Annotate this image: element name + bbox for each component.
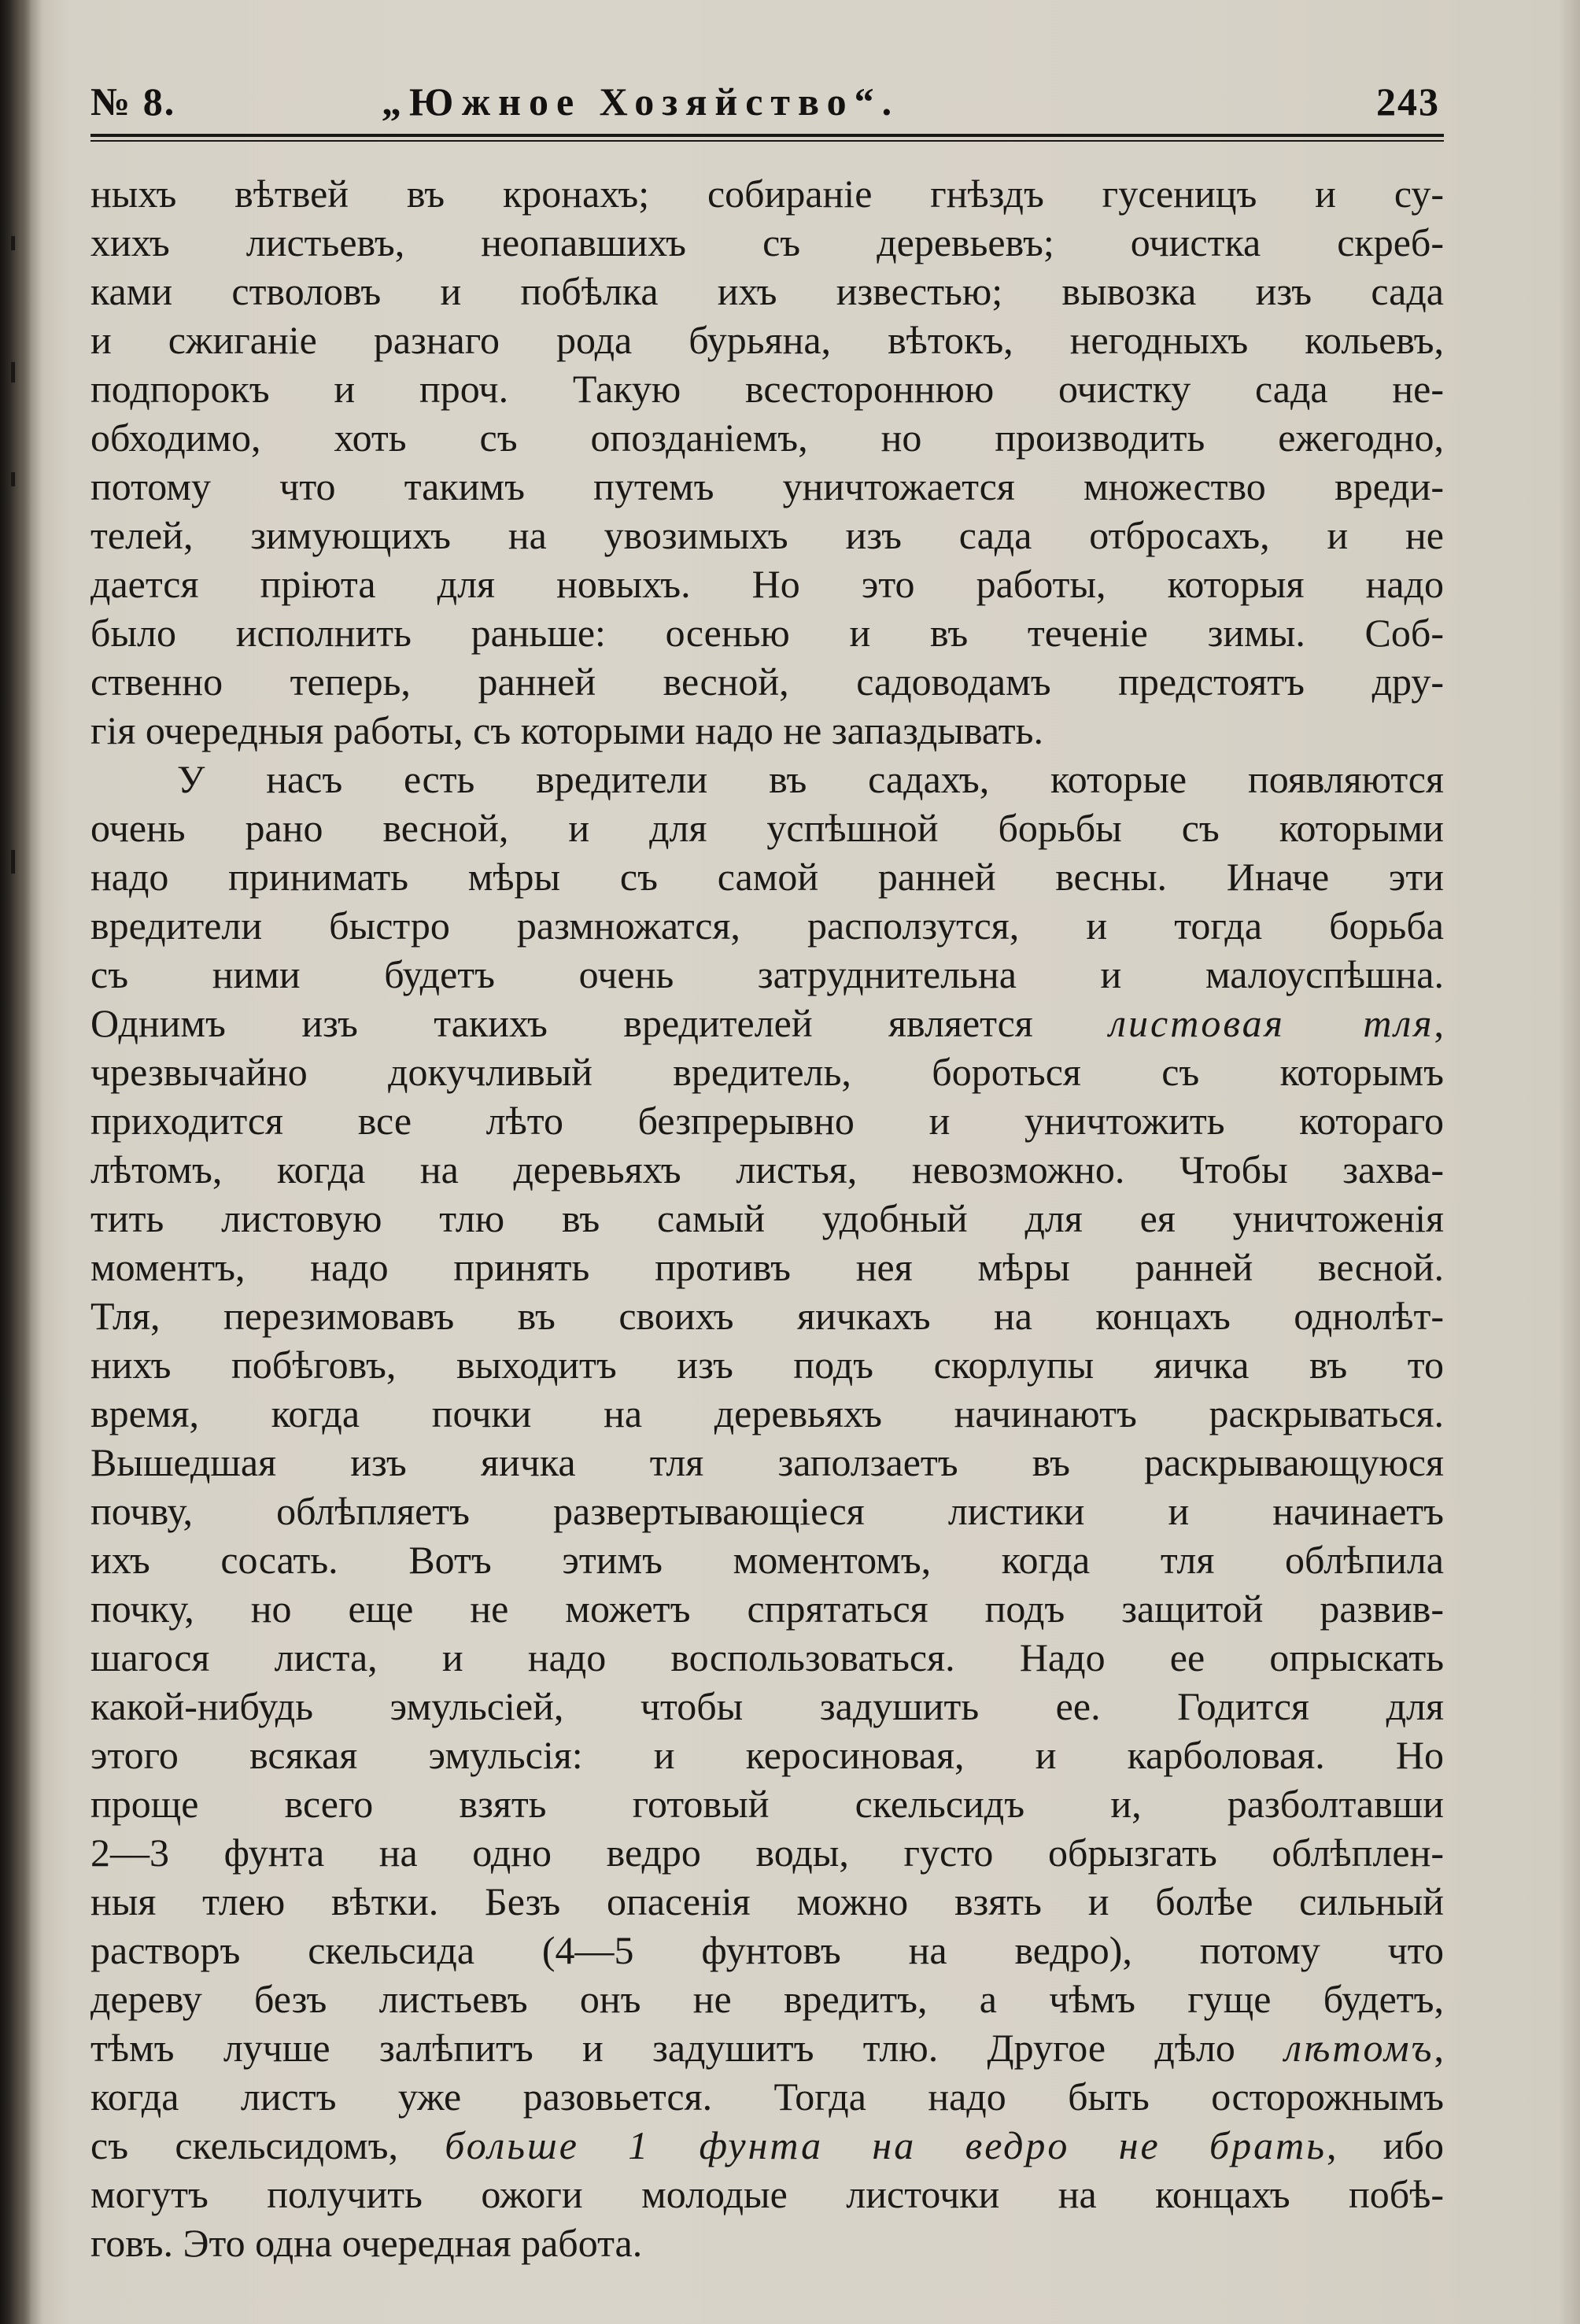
margin-speck <box>11 472 15 486</box>
header-rule-thin <box>90 140 1444 142</box>
margin-speck <box>11 362 15 382</box>
text-line: 2—3 фунта на одно ведро воды, густо обрызгать облѣплен- <box>90 1831 1444 1875</box>
text-line: подпорокъ и проч. Такую всестороннюю очистку сада не- <box>90 367 1444 411</box>
text-line: приходится все лѣто безпрерывно и уничтожить котораго <box>90 1099 1444 1143</box>
paragraph-first-line: У насъ есть вредители въ садахъ, которые появляются <box>177 757 1444 801</box>
text-line: вредители быстро размножатся, расползутся, и тогда борьба <box>90 903 1444 948</box>
text-line: какой-нибудь эмульсіей, чтобы задушить ее. Годится для <box>90 1684 1444 1728</box>
text-line: ныхъ вѣтвей въ кронахъ; собираніе гнѣздъ гусеницъ и су- <box>90 172 1444 216</box>
text-line: ныя тлею вѣтки. Безъ опасенія можно взять и болѣе сильный <box>90 1879 1444 1923</box>
article-body <box>90 169 1444 2267</box>
margin-speck <box>11 236 15 250</box>
page <box>43 0 1580 2324</box>
text-line: и сжиганіе разнаго рода бурьяна, вѣтокъ, негодныхъ кольевъ, <box>90 318 1444 362</box>
emphasized-term: больше 1 фунта на ведро не брать <box>445 2123 1327 2167</box>
text-line: надо принимать мѣры съ самой ранней весны. Иначе эти <box>90 855 1444 899</box>
text-line: моментъ, надо принять противъ нея мѣры ранней весной. <box>90 1245 1444 1289</box>
text-line-with-emphasis <box>90 2121 1444 2170</box>
text-segment: Однимъ изъ такихъ вредителей является <box>90 1001 1109 1045</box>
text-line: очень рано весной, и для успѣшной борьбы съ которыми <box>90 806 1444 850</box>
text-segment: , <box>1434 2026 1444 2070</box>
text-line: Тля, перезимовавъ въ своихъ яичкахъ на концахъ однолѣт- <box>90 1294 1444 1338</box>
text-line: потому что такимъ путемъ уничтожается множество вреди- <box>90 464 1444 508</box>
text-line: тить листовую тлю въ самый удобный для ея уничтоженія <box>90 1196 1444 1240</box>
text-line: говъ. Это одна очередная работа. <box>90 2221 643 2265</box>
text-line: могутъ получить ожоги молодые листочки на концахъ побѣ- <box>90 2172 1444 2216</box>
text-line: проще всего взять готовый скельсидъ и, разболтавши <box>90 1782 1444 1826</box>
text-line: лѣтомъ, когда на деревьяхъ листья, невозможно. Чтобы захва- <box>90 1147 1444 1192</box>
page-number: 243 <box>1376 79 1440 124</box>
journal-title: „Южное Хозяйство“. <box>382 79 900 124</box>
text-segment: тѣмъ лучше залѣпитъ и задушитъ тлю. Другое дѣло <box>90 2026 1285 2070</box>
text-line: ками стволовъ и побѣлка ихъ известью; вывозка изъ сада <box>90 269 1444 313</box>
margin-speck <box>11 850 15 874</box>
text-line: чрезвычайно докучливый вредитель, бороться съ которымъ <box>90 1050 1444 1094</box>
header-rule <box>90 134 1444 137</box>
text-line-with-emphasis <box>90 999 1444 1047</box>
emphasized-term: лѣтомъ <box>1284 2026 1434 2070</box>
issue-number: № 8. <box>90 79 176 124</box>
text-line: хихъ листьевъ, неопавшихъ съ деревьевъ; очистка скреб- <box>90 220 1444 264</box>
text-line: шагося листа, и надо воспользоваться. Надо ее опрыскать <box>90 1635 1444 1679</box>
text-line: этого всякая эмульсія: и керосиновая, и карболовая. Но <box>90 1733 1444 1777</box>
text-line: дереву безъ листьевъ онъ не вредитъ, а чѣмъ гуще будетъ, <box>90 1977 1444 2021</box>
text-segment: съ скельсидомъ, <box>90 2123 445 2167</box>
text-line: дается пріюта для новыхъ. Но это работы, которыя надо <box>90 562 1444 606</box>
text-line: съ ними будетъ очень затруднительна и малоуспѣшна. <box>90 952 1444 996</box>
text-line: когда листъ уже разовьется. Тогда надо быть осторожнымъ <box>90 2075 1444 2119</box>
emphasized-term: листовая тля <box>1109 1001 1434 1045</box>
text-segment: , <box>1434 1001 1444 1045</box>
text-line: телей, зимующихъ на увозимыхъ изъ сада отбросахъ, и не <box>90 513 1444 557</box>
text-line: Вышедшая изъ яичка тля заползаетъ въ раскрывающуюся <box>90 1440 1444 1484</box>
text-line-with-emphasis <box>90 2023 1444 2072</box>
text-line: ихъ сосать. Вотъ этимъ моментомъ, когда тля облѣпила <box>90 1538 1444 1582</box>
text-line: ственно теперь, ранней весной, садоводамъ предстоятъ дру- <box>90 660 1444 704</box>
text-line: обходимо, хоть съ опозданіемъ, но производить ежегодно, <box>90 416 1444 460</box>
text-line: почку, но еще не можетъ спрятаться подъ защитой развив- <box>90 1587 1444 1631</box>
text-segment: , ибо <box>1327 2123 1444 2167</box>
text-line: время, когда почки на деревьяхъ начинаютъ раскрываться. <box>90 1391 1444 1435</box>
text-line: было исполнить раньше: осенью и въ теченіе зимы. Соб- <box>90 611 1444 655</box>
text-line: нихъ побѣговъ, выходитъ изъ подъ скорлупы яичка въ то <box>90 1343 1444 1387</box>
book-binding-edge <box>0 0 31 2324</box>
running-header <box>90 79 1440 134</box>
text-line: растворъ скельсида (4—5 фунтовъ на ведро), потому что <box>90 1928 1444 1972</box>
text-line: почву, облѣпляетъ развертывающіеся листики и начинаетъ <box>90 1489 1444 1533</box>
text-line: гія очередныя работы, съ которыми надо не запаздывать. <box>90 708 1043 752</box>
